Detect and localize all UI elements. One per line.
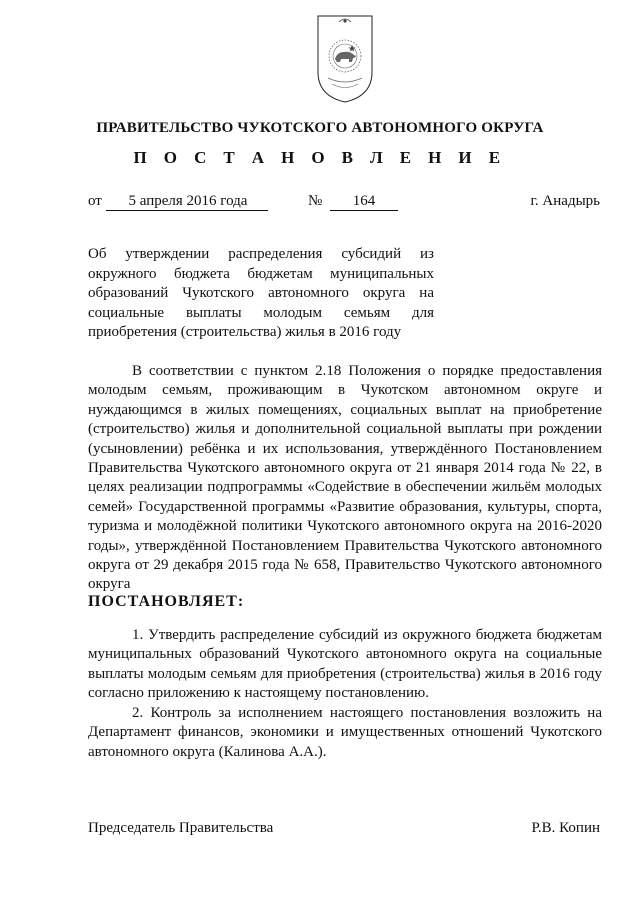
signatory-name: Р.В. Копин [531, 820, 600, 836]
document-number: 164 [330, 193, 398, 211]
date-prefix: от [88, 193, 102, 209]
government-title: ПРАВИТЕЛЬСТВО ЧУКОТСКОГО АВТОНОМНОГО ОКРУГА [96, 120, 544, 136]
number-sign: № [308, 193, 323, 209]
signatory-position: Председатель Правительства [88, 820, 274, 836]
decree-item-1: 1. Утвердить распределение субсидий из окружного бюджета бюджетам муниципальных образований Чукотского автономного округа на социальные выплаты молодым семьям для приобретения (строительства) жилья в 2016 году согласно приложению к настоящему постановлению. [88, 627, 602, 702]
decree-word: ПОСТАНОВЛЯЕТ: [88, 593, 245, 610]
document-date: 5 апреля 2016 года [106, 193, 268, 211]
document-subject: Об утверждении распределения субсидий из окружного бюджета бюджетам муниципальных образований Чукотского автономного округа на социальные выплаты молодым семьям для приобретения (строительства) жилья в 2016 году [88, 246, 434, 340]
dateline [0, 193, 640, 217]
preamble-paragraph: В соответствии с пунктом 2.18 Положения о порядке предоставления молодым семьям, проживающим в Чукотском автономном округе и нуждающимся в жилых помещениях, социальных выплат на приобретение (строительство) жилья и дополнительной социальной выплаты при рождении (усыновлении) ребёнка и их использования, утверждённого Постановлением Правительства Чукотского автономного округа от 21 января 2014 года № 22, в целях реализации подпрограммы «Содействие в обеспечении жильём молодых семей» Государственной программы «Развитие образования, культуры, спорта, туризма и молодёжной политики Чукотского автономного округа на 2016-2020 годы», утверждённой Постановлением Правительства Чукотского автономного округа от 29 декабря 2015 года № 658, Правительство Чукотского автономного округа [88, 363, 602, 593]
city: г. Анадырь [530, 193, 600, 209]
document-type-heading: П О С Т А Н О В Л Е Н И Е [133, 148, 507, 167]
decree-item-2: 2. Контроль за исполнением настоящего постановления возложить на Департамент финансов, экономики и имущественных отношений Чукотского автономного округа (Калинова А.А.). [88, 705, 602, 760]
coat-of-arms-icon [314, 12, 376, 104]
